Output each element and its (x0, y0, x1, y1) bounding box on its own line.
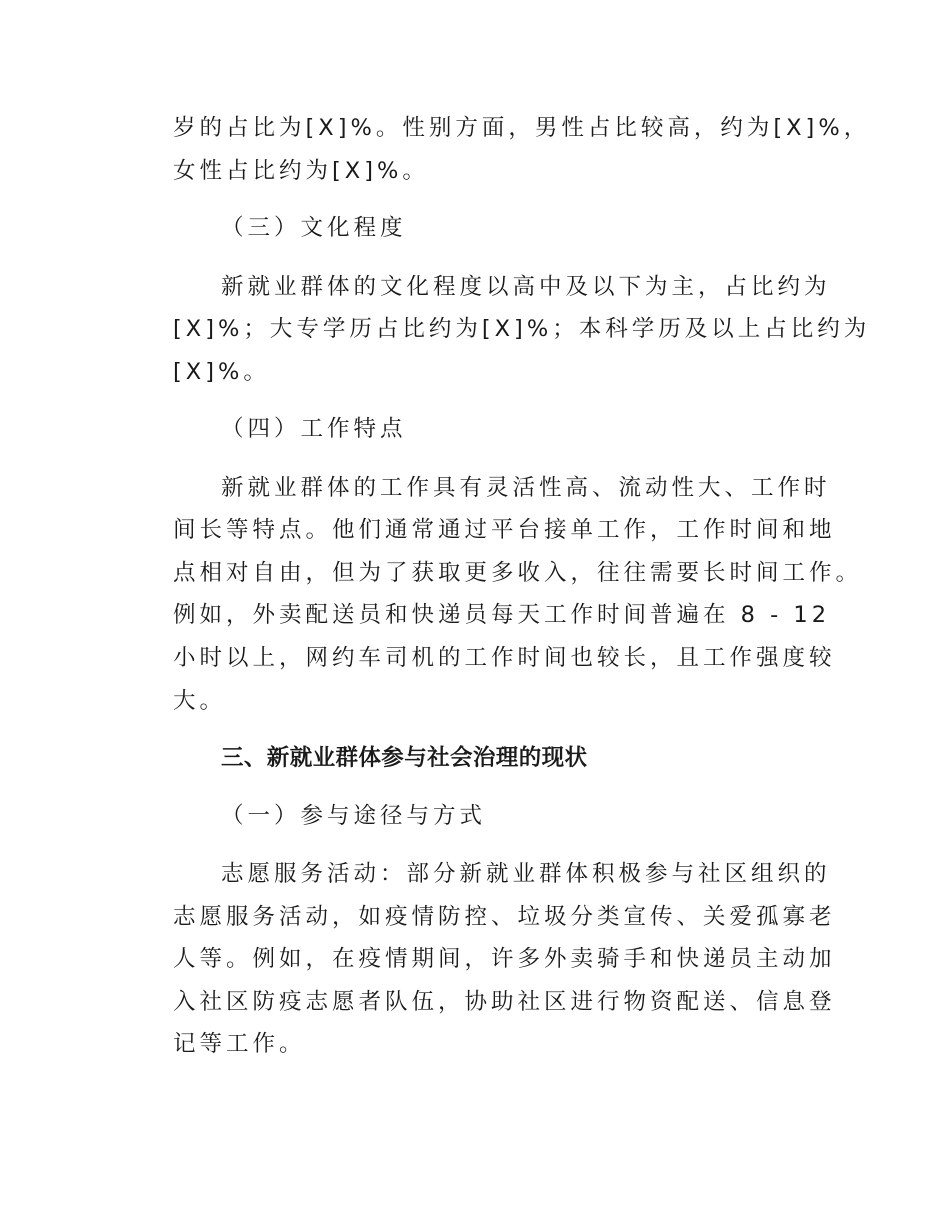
paragraph-line: [X]%。 (173, 359, 270, 385)
paragraph-line: 小时以上，网约车司机的工作时间也较长，且工作强度较 (173, 645, 836, 671)
paragraph-line: 大。 (173, 688, 227, 714)
paragraph-line: 例如，外卖配送员和快递员每天工作时间普遍在 8 - 12 (173, 602, 831, 628)
paragraph-line: 点相对自由，但为了获取更多收入，往往需要长时间工作。 (173, 560, 863, 586)
paragraph-line: 志愿服务活动：部分新就业群体积极参与社区组织的 (221, 861, 831, 887)
paragraph-line: 人等。例如，在疫情期间，许多外卖骑手和快递员主动加 (173, 946, 836, 972)
paragraph-line: [X]%；大专学历占比约为[X]%；本科学历及以上占比约为 (173, 316, 871, 342)
paragraph-line: 女性占比约为[X]%。 (173, 158, 429, 184)
paragraph-line: 志愿服务活动，如疫情防控、垃圾分类宣传、关爱孤寡老 (173, 904, 836, 930)
paragraph-line: 间长等特点。他们通常通过平台接单工作，工作时间和地 (173, 517, 836, 543)
section-heading: 三、新就业群体参与社会治理的现状 (221, 745, 588, 771)
paragraph-line: 记等工作。 (173, 1031, 306, 1057)
paragraph-line: 岁的占比为[X]%。性别方面，男性占比较高，约为[X]%， (173, 115, 871, 141)
subheading-work: （四）工作特点 (221, 416, 407, 442)
paragraph-line: 入社区防疫志愿者队伍，协助社区进行物资配送、信息登 (173, 989, 836, 1015)
paragraph-line: 新就业群体的文化程度以高中及以下为主，占比约为 (221, 274, 831, 300)
paragraph-line: 新就业群体的工作具有灵活性高、流动性大、工作时 (221, 475, 831, 501)
subheading-education: （三）文化程度 (221, 215, 407, 241)
subheading-participation: （一）参与途径与方式 (221, 803, 487, 829)
